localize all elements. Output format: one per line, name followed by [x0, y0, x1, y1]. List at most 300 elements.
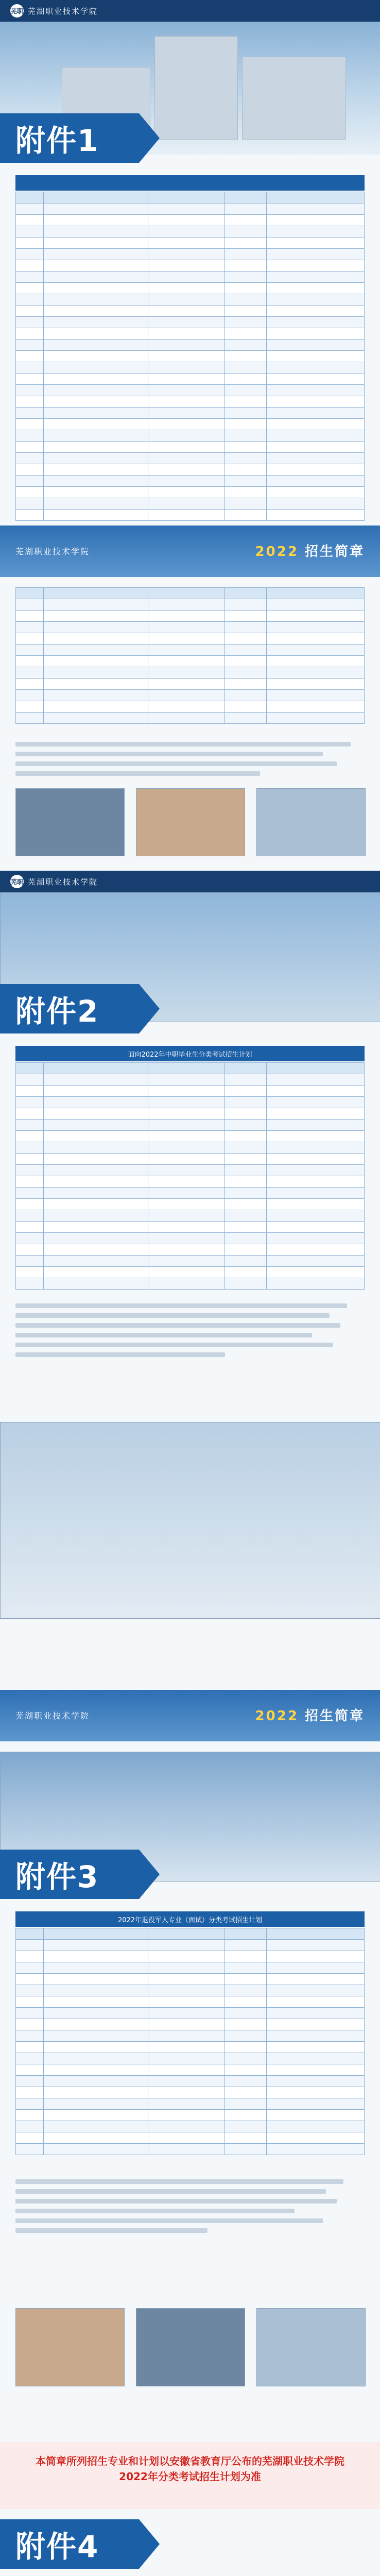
table-cell [225, 226, 267, 238]
table-row [16, 2053, 365, 2064]
table-cell [267, 1199, 365, 1210]
table-cell [16, 272, 44, 283]
table-row [16, 408, 365, 419]
table-cell [148, 1951, 225, 1962]
table-cell [44, 1199, 148, 1210]
table-row [16, 340, 365, 351]
table-row [16, 2121, 365, 2132]
table-cell [44, 453, 148, 464]
table-cell [267, 1097, 365, 1108]
table-cell [44, 2064, 148, 2076]
table-cell [148, 272, 225, 283]
table-cell [148, 2030, 225, 2042]
table-cell [267, 442, 365, 453]
table-cell [148, 701, 225, 713]
table-cell [16, 283, 44, 294]
table-cell [148, 487, 225, 498]
table-row [16, 1074, 365, 1086]
table-cell [16, 487, 44, 498]
table-row [16, 1267, 365, 1278]
table-header-cell [148, 588, 225, 599]
school-banner [0, 526, 380, 577]
table-cell [148, 611, 225, 622]
table-cell [267, 1108, 365, 1120]
table-cell [267, 328, 365, 340]
table-cell [267, 667, 365, 679]
table-cell [225, 1165, 267, 1176]
table-cell [44, 294, 148, 306]
table-cell [267, 701, 365, 713]
table-cell [225, 1940, 267, 1951]
table-cell [225, 1996, 267, 2008]
table-cell [225, 645, 267, 656]
table-row [16, 498, 365, 510]
text-line [15, 761, 337, 766]
table-cell [16, 1267, 44, 1278]
table-cell [16, 328, 44, 340]
table-cell [225, 1154, 267, 1165]
notice-text: 本简章所列招生专业和计划以安徽省教育厅公布的芜湖职业技术学院2022年分类考试招生计划为准 [36, 2455, 344, 2483]
text-line [15, 752, 323, 756]
table-cell [44, 385, 148, 396]
table-cell [267, 1985, 365, 1996]
table-cell [44, 317, 148, 328]
table-cell [16, 701, 44, 713]
table-cell [148, 2042, 225, 2053]
campus-photo [136, 2308, 245, 2386]
table-cell [148, 1199, 225, 1210]
table-cell [16, 2087, 44, 2098]
text-line [15, 1333, 312, 1337]
table-title: 2022年退役军人专业（面试）分类考试招生计划 [15, 1911, 365, 1927]
table-row [16, 656, 365, 667]
table-cell [225, 2076, 267, 2087]
table-cell [16, 1074, 44, 1086]
table-cell [267, 215, 365, 226]
table-cell [225, 328, 267, 340]
table-cell [44, 2132, 148, 2144]
table-cell [267, 2053, 365, 2064]
table-cell [225, 2144, 267, 2155]
table-cell [148, 1154, 225, 1165]
table-cell [148, 1233, 225, 1244]
table-cell [44, 611, 148, 622]
table-cell [225, 1142, 267, 1154]
table-cell [267, 306, 365, 317]
table-cell [267, 430, 365, 442]
table-cell [225, 1244, 267, 1256]
table-cell [44, 690, 148, 701]
table-cell [267, 476, 365, 487]
section-annex-2 [0, 871, 380, 1752]
table-cell [16, 351, 44, 362]
table-row [16, 362, 365, 374]
table-row [16, 283, 365, 294]
table-header-cell [44, 192, 148, 204]
table-cell [267, 453, 365, 464]
table-cell [148, 1974, 225, 1985]
school-logo [10, 875, 98, 888]
table-cell [16, 396, 44, 408]
table-row [16, 1097, 365, 1108]
table-cell [16, 1097, 44, 1108]
table-cell [44, 362, 148, 374]
table-row [16, 1120, 365, 1131]
table-header-cell [148, 192, 225, 204]
table-cell [225, 385, 267, 396]
school-name: 芜湖职业技术学院 [28, 6, 98, 16]
table-cell [148, 294, 225, 306]
table-cell [16, 2042, 44, 2053]
table-cell [267, 2042, 365, 2053]
enrollment-plan-table-continued [15, 587, 365, 724]
text-line [15, 2218, 323, 2223]
table-cell [267, 1974, 365, 1985]
table-cell [16, 1131, 44, 1142]
table-cell [16, 1188, 44, 1199]
table-cell [148, 2121, 225, 2132]
table-cell [16, 713, 44, 724]
table-cell [267, 419, 365, 430]
table-cell [225, 1188, 267, 1199]
table-cell [16, 2030, 44, 2042]
table-row [16, 690, 365, 701]
text-line [15, 2179, 343, 2184]
table-cell [148, 690, 225, 701]
table-row [16, 328, 365, 340]
table-row [16, 1985, 365, 1996]
table-cell [44, 442, 148, 453]
table-cell [44, 226, 148, 238]
table-row [16, 2144, 365, 2155]
table-cell [44, 1951, 148, 1962]
table-cell [16, 1142, 44, 1154]
table-cell [16, 419, 44, 430]
veteran-plan-table [15, 1928, 365, 2155]
table-cell [148, 1210, 225, 1222]
banner-school-name: 芜湖职业技术学院 [15, 547, 90, 556]
table-header-cell [267, 192, 365, 204]
table-cell [267, 1256, 365, 1267]
table-cell [44, 1974, 148, 1985]
table-cell [267, 1962, 365, 1974]
table-row [16, 442, 365, 453]
table-cell [16, 633, 44, 645]
table-cell [225, 2053, 267, 2064]
banner-year: 2022 [255, 1708, 299, 1724]
table-cell [148, 306, 225, 317]
table-cell [225, 656, 267, 667]
table-cell [44, 1233, 148, 1244]
table-cell [16, 1199, 44, 1210]
table-cell [44, 2042, 148, 2053]
campus-photo [0, 1422, 380, 1619]
table-cell [267, 2110, 365, 2121]
table-cell [148, 667, 225, 679]
table-row [16, 385, 365, 396]
table-cell [225, 351, 267, 362]
table-cell [225, 701, 267, 713]
table-cell [148, 430, 225, 442]
table-cell [267, 1210, 365, 1222]
table-header-row [16, 192, 365, 204]
table-cell [44, 2053, 148, 2064]
table-cell [225, 249, 267, 260]
table-cell [148, 498, 225, 510]
table-header-cell [16, 192, 44, 204]
table-cell [225, 317, 267, 328]
table-header-row [16, 588, 365, 599]
table-title [15, 175, 365, 191]
table-cell [267, 1074, 365, 1086]
table-cell [148, 464, 225, 476]
table-cell [225, 713, 267, 724]
annex-heading: 附件2 [0, 984, 139, 1033]
table-cell [44, 238, 148, 249]
table-row [16, 645, 365, 656]
table-cell [148, 1996, 225, 2008]
section-annex-3 [0, 1752, 380, 2442]
campus-photo [256, 788, 366, 856]
table-cell [16, 1940, 44, 1951]
table-cell [225, 419, 267, 430]
table-cell [225, 498, 267, 510]
table-cell [16, 498, 44, 510]
table-cell [148, 1985, 225, 1996]
table-cell [44, 464, 148, 476]
table-cell [148, 351, 225, 362]
notice-banner [0, 2442, 380, 2509]
table-cell [16, 453, 44, 464]
text-line [15, 2228, 208, 2233]
table-cell [148, 1962, 225, 1974]
table-cell [225, 1108, 267, 1120]
table-cell [148, 260, 225, 272]
annex-heading: 附件3 [0, 1850, 139, 1899]
table-cell [225, 272, 267, 283]
table-cell [225, 476, 267, 487]
table-cell [16, 1996, 44, 2008]
table-cell [225, 667, 267, 679]
table-row [16, 249, 365, 260]
table-cell [44, 1086, 148, 1097]
table-cell [148, 340, 225, 351]
table-row [16, 204, 365, 215]
table-cell [267, 317, 365, 328]
table-cell [225, 1962, 267, 1974]
table-cell [16, 1233, 44, 1244]
table-cell [225, 633, 267, 645]
table-cell [16, 385, 44, 396]
table-cell [225, 2030, 267, 2042]
table-cell [44, 2087, 148, 2098]
table-cell [16, 1086, 44, 1097]
table-cell [148, 204, 225, 215]
table-cell [16, 2098, 44, 2110]
table-cell [225, 453, 267, 464]
table-cell [16, 622, 44, 633]
annex-heading: 附件1 [0, 113, 139, 163]
table-header-cell [44, 1928, 148, 1940]
table-row [16, 419, 365, 430]
table-cell [16, 679, 44, 690]
table-cell [225, 487, 267, 498]
table-cell [16, 442, 44, 453]
table-cell [225, 464, 267, 476]
table-row [16, 611, 365, 622]
table-row [16, 1996, 365, 2008]
table-cell [225, 306, 267, 317]
text-line [15, 2189, 326, 2194]
table-title: 面向2022年中职毕业生分类考试招生计划 [15, 1046, 365, 1061]
table-cell [267, 2087, 365, 2098]
table-cell [16, 1974, 44, 1985]
banner-slogan-text: 招生简章 [304, 544, 365, 560]
table-cell [148, 2019, 225, 2030]
banner-slogan-text: 招生简章 [304, 1708, 365, 1724]
table-row [16, 599, 365, 611]
table-cell [267, 1222, 365, 1233]
table-row [16, 1154, 365, 1165]
table-cell [267, 1154, 365, 1165]
table-cell [148, 2064, 225, 2076]
table-cell [148, 645, 225, 656]
table-cell [44, 351, 148, 362]
table-header-cell [225, 192, 267, 204]
campus-photo [15, 2308, 125, 2386]
table-cell [148, 2076, 225, 2087]
table-cell [44, 249, 148, 260]
table-cell [148, 1940, 225, 1951]
banner-slogan [255, 541, 365, 560]
table-cell [148, 1244, 225, 1256]
table-cell [148, 1267, 225, 1278]
table-cell [44, 1142, 148, 1154]
table-cell [148, 1097, 225, 1108]
school-banner [0, 1690, 380, 1741]
table-cell [16, 1951, 44, 1962]
text-line [15, 771, 260, 776]
table-row [16, 430, 365, 442]
table-cell [16, 1210, 44, 1222]
table-cell [148, 2087, 225, 2098]
table-cell [44, 1210, 148, 1222]
table-cell [267, 487, 365, 498]
table-cell [267, 611, 365, 622]
table-cell [148, 453, 225, 464]
table-cell [44, 306, 148, 317]
table-cell [148, 1165, 225, 1176]
school-emblem-icon: 芜职 [10, 875, 24, 888]
table-cell [267, 464, 365, 476]
table-cell [267, 2019, 365, 2030]
table-header-cell [16, 1928, 44, 1940]
table-cell [267, 1278, 365, 1290]
table-cell [267, 633, 365, 645]
table-cell [44, 204, 148, 215]
table-row [16, 1165, 365, 1176]
table-cell [225, 2042, 267, 2053]
table-cell [267, 2030, 365, 2042]
table-cell [225, 1074, 267, 1086]
table-cell [44, 396, 148, 408]
text-line [15, 1352, 225, 1357]
table-cell [16, 1985, 44, 1996]
top-bar [0, 0, 380, 22]
table-cell [16, 1176, 44, 1188]
table-row [16, 476, 365, 487]
section-annex-1 [0, 0, 380, 871]
body-text [15, 2174, 365, 2238]
table-cell [267, 1233, 365, 1244]
table-cell [267, 1176, 365, 1188]
table-cell [44, 408, 148, 419]
table-cell [44, 656, 148, 667]
table-row [16, 453, 365, 464]
table-cell [44, 1131, 148, 1142]
table-cell [225, 215, 267, 226]
table-cell [148, 396, 225, 408]
table-cell [267, 2121, 365, 2132]
table-cell [16, 340, 44, 351]
table-cell [225, 1985, 267, 1996]
table-cell [16, 1278, 44, 1290]
table-cell [267, 1086, 365, 1097]
table-cell [148, 510, 225, 521]
table-cell [44, 1074, 148, 1086]
table-row [16, 633, 365, 645]
table-row [16, 2064, 365, 2076]
table-header-cell [225, 588, 267, 599]
text-line [15, 1343, 333, 1347]
table-cell [267, 283, 365, 294]
table-header-cell [16, 1063, 44, 1074]
table-cell [225, 396, 267, 408]
table-cell [148, 238, 225, 249]
table-cell [44, 1256, 148, 1267]
table-cell [267, 679, 365, 690]
table-cell [225, 1131, 267, 1142]
table-cell [267, 362, 365, 374]
school-logo [10, 4, 98, 18]
enrollment-plan-table [15, 192, 365, 521]
table-row [16, 2098, 365, 2110]
table-cell [148, 1086, 225, 1097]
table-cell [44, 340, 148, 351]
table-cell [148, 2144, 225, 2155]
table-row [16, 1086, 365, 1097]
table-cell [267, 2076, 365, 2087]
table-cell [267, 238, 365, 249]
text-line [15, 2199, 337, 2204]
table-cell [148, 419, 225, 430]
table-cell [225, 374, 267, 385]
table-cell [44, 510, 148, 521]
table-cell [225, 1097, 267, 1108]
table-cell [225, 1267, 267, 1278]
table-row [16, 1951, 365, 1962]
table-cell [16, 430, 44, 442]
annex-heading: 附件4 [0, 2519, 139, 2569]
table-cell [267, 408, 365, 419]
table-row [16, 679, 365, 690]
table-header-cell [148, 1928, 225, 1940]
table-cell [148, 476, 225, 487]
table-cell [16, 476, 44, 487]
table-cell [225, 2064, 267, 2076]
table-cell [225, 622, 267, 633]
table-row [16, 1142, 365, 1154]
